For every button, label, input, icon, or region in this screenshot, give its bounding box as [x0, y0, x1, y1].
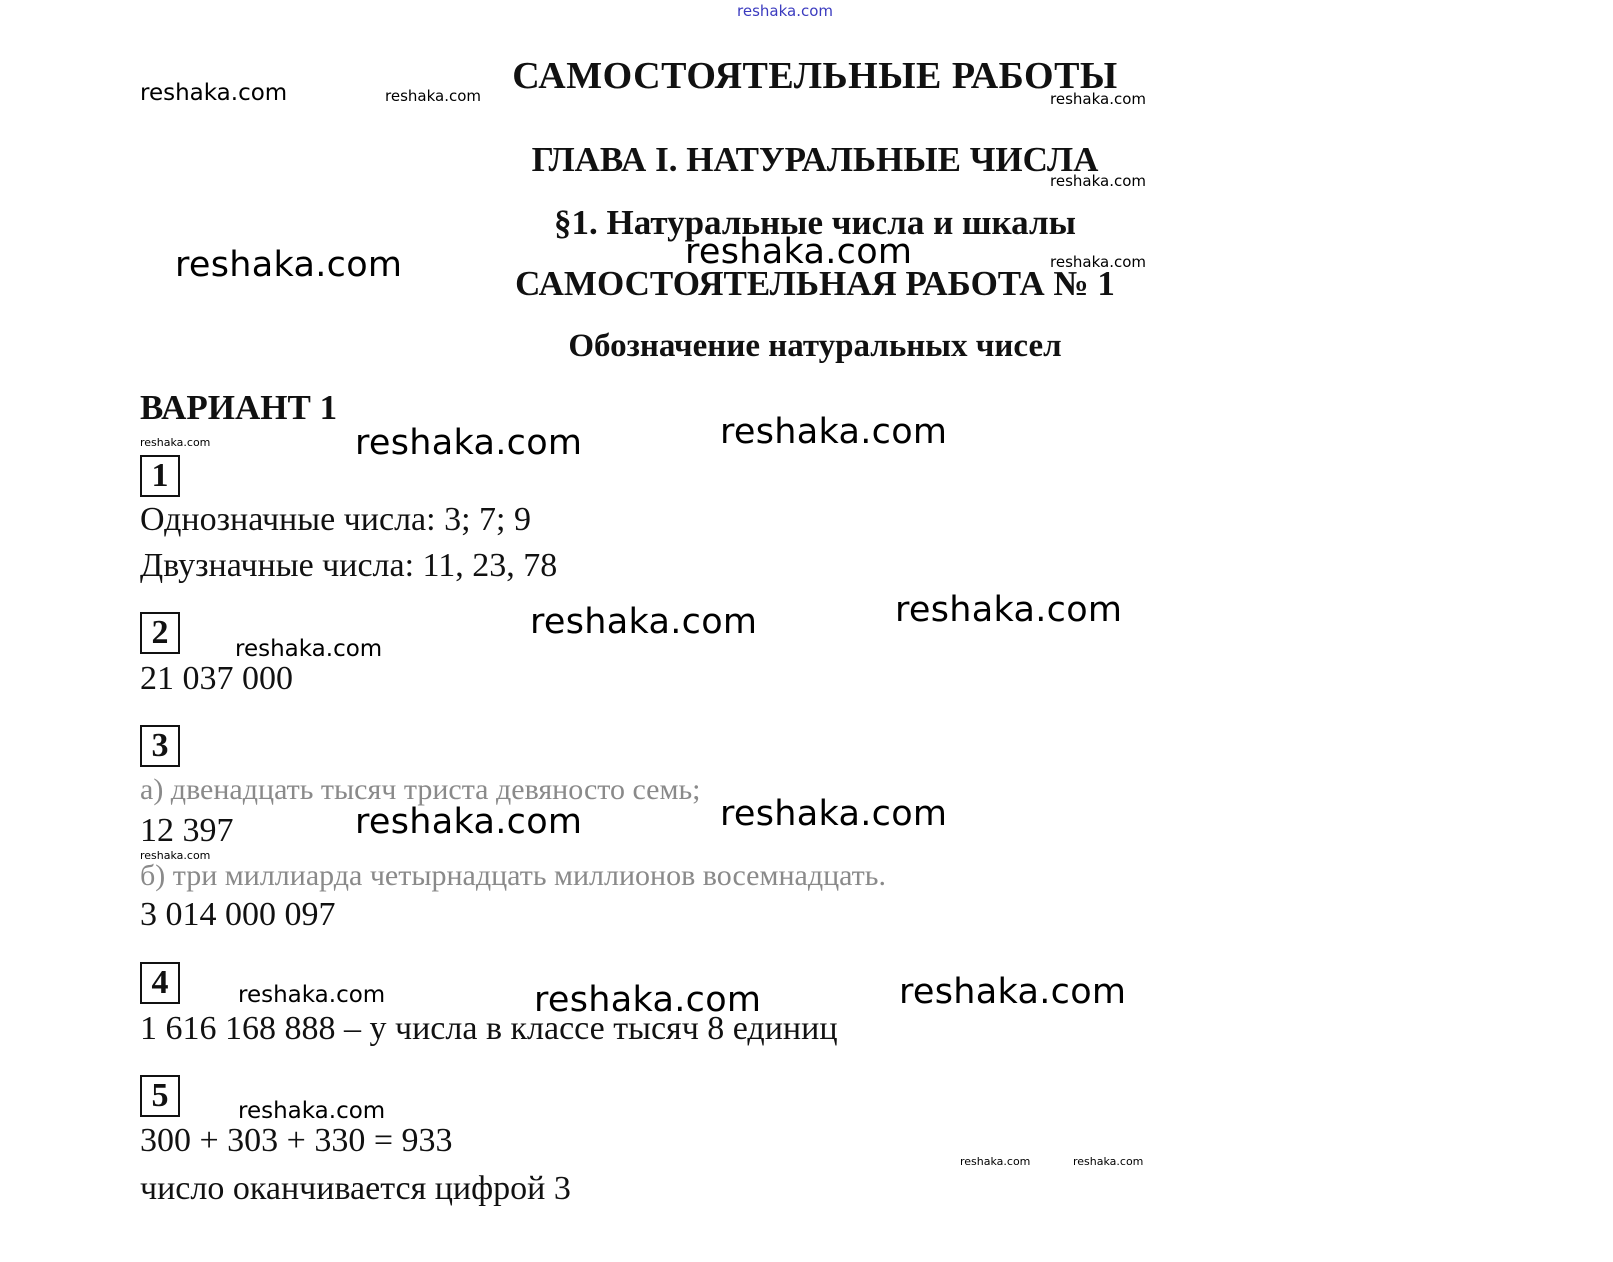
main-title: САМОСТОЯТЕЛЬНЫЕ РАБОТЫ: [512, 55, 1118, 97]
task-answer-line: 12 397: [140, 812, 234, 849]
topic-title: Обозначение натуральных чисел: [568, 328, 1062, 364]
watermark-top: reshaka.com: [737, 2, 833, 20]
task-answer-line: Однозначные числа: 3; 7; 9: [140, 501, 531, 538]
watermark: reshaka.com: [1073, 1155, 1144, 1168]
task-question-line: б) три миллиарда четырнадцать миллионов восемнадцать.: [140, 859, 886, 892]
chapter-title: ГЛАВА I. НАТУРАЛЬНЫЕ ЧИСЛА: [531, 140, 1099, 179]
watermark: reshaka.com: [238, 1098, 386, 1124]
watermark: reshaka.com: [534, 980, 762, 1020]
task-answer-line: 1 616 168 888 – у числа в классе тысяч 8 единиц: [140, 1010, 838, 1047]
watermark: reshaka.com: [720, 794, 948, 834]
task-answer-line: 3 014 000 097: [140, 896, 336, 933]
task-answer-line: число оканчивается цифрой 3: [140, 1170, 571, 1207]
watermark: reshaka.com: [685, 232, 913, 272]
task-number-box: 5: [140, 1075, 180, 1117]
task-answer-line: Двузначные числа: 11, 23, 78: [140, 547, 558, 584]
watermark: reshaka.com: [355, 423, 583, 463]
variant-label: ВАРИАНТ 1: [140, 388, 338, 427]
watermark: reshaka.com: [1050, 90, 1146, 108]
watermark: reshaka.com: [140, 436, 211, 449]
watermark: reshaka.com: [140, 80, 288, 106]
task-number-box: 3: [140, 725, 180, 767]
work-title: САМОСТОЯТЕЛЬНАЯ РАБОТА № 1: [515, 264, 1115, 303]
watermark: reshaka.com: [530, 602, 758, 642]
watermark: reshaka.com: [960, 1155, 1031, 1168]
watermark: reshaka.com: [895, 590, 1123, 630]
watermark: reshaka.com: [235, 636, 383, 662]
task-answer-line: 300 + 303 + 330 = 933: [140, 1122, 453, 1159]
task-number-box: 1: [140, 455, 180, 497]
task-answer-line: 21 037 000: [140, 660, 293, 697]
section-title: §1. Натуральные числа и шкалы: [554, 203, 1076, 242]
watermark: reshaka.com: [720, 412, 948, 452]
watermark: reshaka.com: [238, 982, 386, 1008]
watermark: reshaka.com: [385, 87, 481, 105]
watermark: reshaka.com: [140, 849, 211, 862]
watermark: reshaka.com: [1050, 172, 1146, 190]
task-number-box: 2: [140, 612, 180, 654]
watermark: reshaka.com: [355, 802, 583, 842]
task-question-line: а) двенадцать тысяч триста девяносто семь;: [140, 773, 701, 806]
task-number-box: 4: [140, 962, 180, 1004]
watermark: reshaka.com: [1050, 253, 1146, 271]
watermark: reshaka.com: [899, 972, 1127, 1012]
watermark: reshaka.com: [175, 245, 403, 285]
